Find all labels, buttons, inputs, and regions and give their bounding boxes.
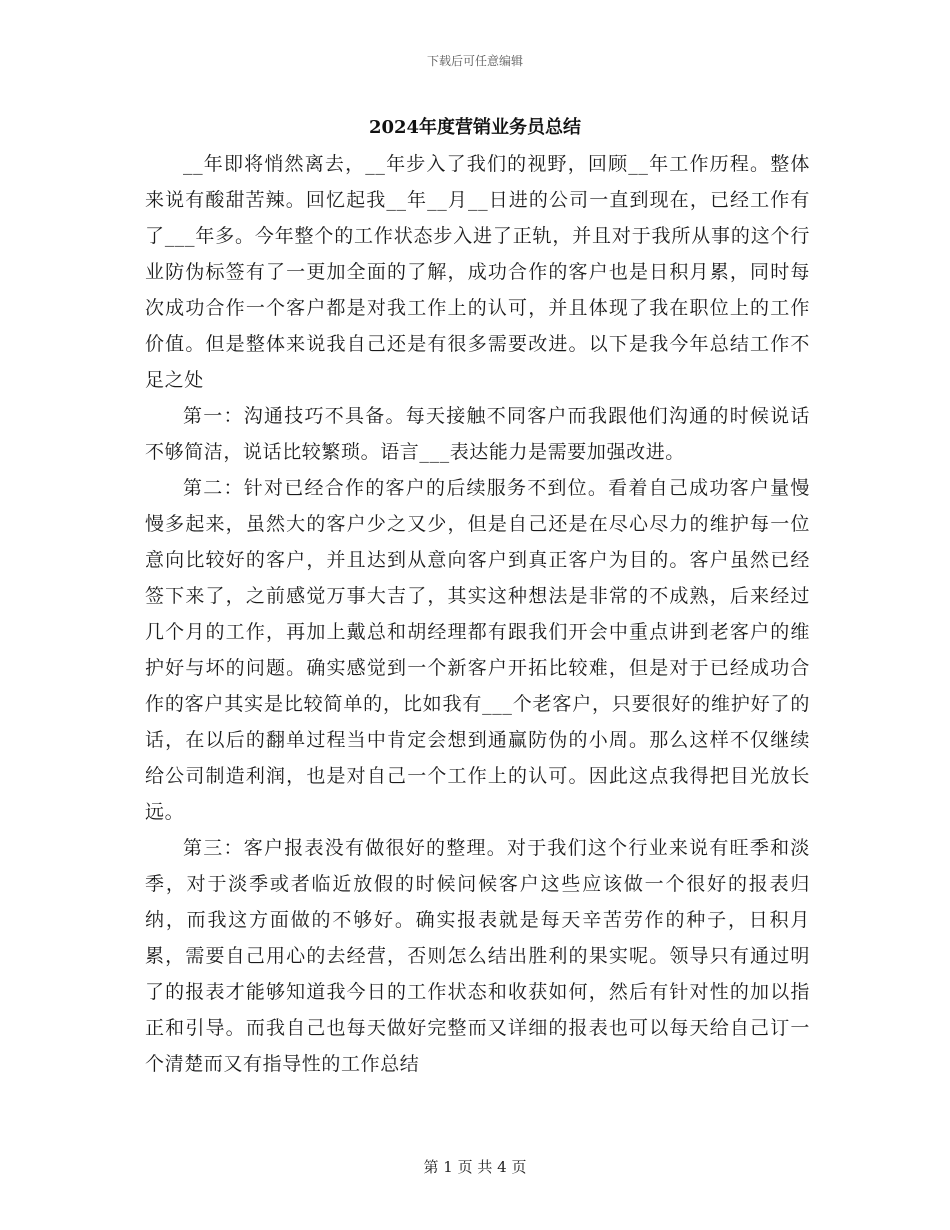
document-body	[145, 146, 810, 1082]
paragraph-point-1: 第一：沟通技巧不具备。每天接触不同客户而我跟他们沟通的时候说话不够简洁，说话比较繁琐。语言___表达能力是需要加强改进。	[145, 405, 810, 463]
paragraph-intro: __年即将悄然离去，__年步入了我们的视野，回顾__年工作历程。整体来说有酸甜苦辣。回忆起我__年__月__日进的公司一直到现在，已经工作有了___年多。今年整个的工作状态步入进了正轨，并且对于我所从事的这个行业防伪标签有了一更加全面的了解，成功合作的客户也是日积月累，同时每次成功合作一个客户都是对我工作上的认可，并且体现了我在职位上的工作价值。但是整体来说我自己还是有很多需要改进。以下是我今年总结工作不足之处	[145, 153, 810, 391]
paragraph-point-2: 第二：针对已经合作的客户的后续服务不到位。看着自己成功客户量慢慢多起来，虽然大的客户少之又少，但是自己还是在尽心尽力的维护每一位意向比较好的客户，并且达到从意向客户到真正客户为目的。客户虽然已经签下来了，之前感觉万事大吉了，其实这种想法是非常的不成熟，后来经过几个月的工作，再加上戴总和胡经理都有跟我们开会中重点讲到老客户的维护好与坏的问题。确实感觉到一个新客户开拓比较难，但是对于已经成功合作的客户其实是比较简单的，比如我有___个老客户，只要很好的维护好了的话，在以后的翻单过程当中肯定会想到通赢防伪的小周。那么这样不仅继续给公司制造利润，也是对自己一个工作上的认可。因此这点我得把目光放长远。	[145, 477, 810, 823]
paragraph-point-3: 第三：客户报表没有做很好的整理。对于我们这个行业来说有旺季和淡季，对于淡季或者临近放假的时候问候客户这些应该做一个很好的报表归纳，而我这方面做的不够好。确实报表就是每天辛苦劳作的种子，日积月累，需要自己用心的去经营，否则怎么结出胜利的果实呢。领导只有通过明了的报表才能够知道我今日的工作状态和收获如何，然后有针对性的加以指正和引导。而我自己也每天做好完整而又详细的报表也可以每天给自己订一个清楚而又有指导性的工作总结	[145, 837, 810, 1075]
page-header-note: 下载后可任意编辑	[426, 54, 523, 68]
page-number: 第 1 页 共 4 页	[423, 1158, 527, 1176]
document-title: 2024年度营销业务员总结	[368, 117, 582, 138]
